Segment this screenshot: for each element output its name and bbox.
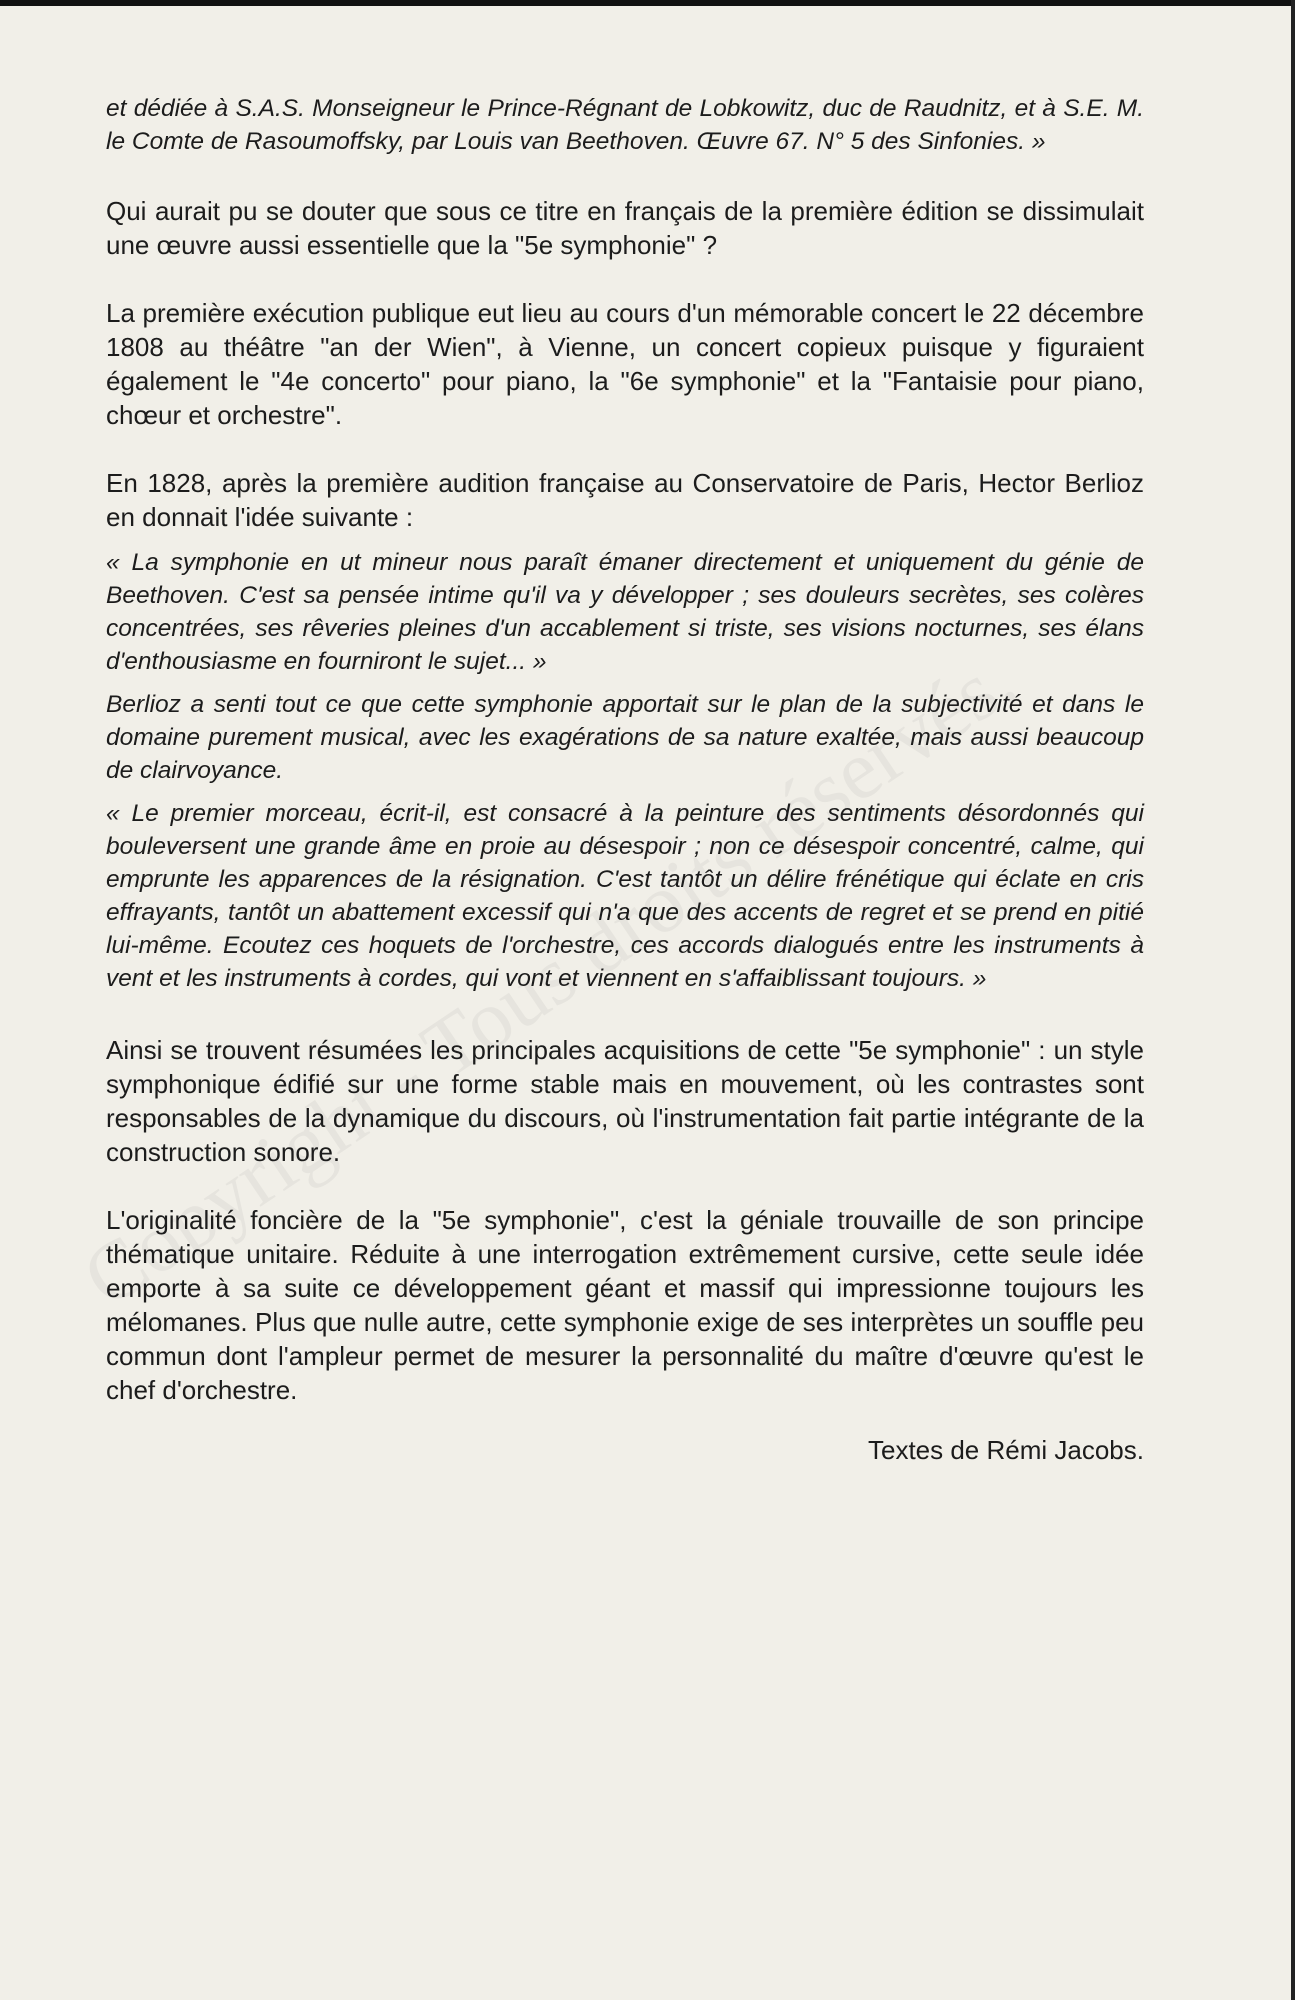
- body-paragraph-title-question: Qui aurait pu se douter que sous ce titre en français de la première édition se dissimulait une œuvre aussi essentielle que la "5e symphonie" ?: [106, 196, 1144, 260]
- commentary-berlioz: Berlioz a senti tout ce que cette symphonie apportait sur le plan de la subjectivité et dans le domaine purement musical, avec les exagérations de sa nature exaltée, mais aussi beaucoup de clairvoyance.: [106, 691, 1144, 784]
- body-paragraph-acquisitions: Ainsi se trouvent résumées les principales acquisitions de cette "5e symphonie" : un style symphonique édifié sur une forme stable mais en mouvement, où les contrastes sont responsables de la dynamique du discours, où l'instrumentation fait partie intégrante de la construction sonore.: [106, 1035, 1144, 1167]
- page-right-edge: [1291, 0, 1295, 2000]
- page-top-edge: [0, 0, 1295, 6]
- body-paragraph-originality: L'originalité foncière de la "5e symphonie", c'est la géniale trouvaille de son principe thématique unitaire. Réduite à une interrogation extrêmement cursive, cette seule idée emporte à sa suite ce développement géant et massif qui impressionne toujours les mélomanes. Plus que nulle autre, cette symphonie exige de ses interprètes un souffle peu commun dont l'ampleur permet de mesurer la personnalité du maître d'œuvre qu'est le chef d'orchestre.: [106, 1205, 1144, 1405]
- body-paragraph-premiere: La première exécution publique eut lieu au cours d'un mémorable concert le 22 décembre 1808 au théâtre "an der Wien", à Vienne, un concert copieux puisque y figuraient également le "4e concerto" pour piano, la "6e symphonie" et la "Fantaisie pour piano, chœur et orchestre".: [106, 298, 1144, 430]
- dedication-paragraph: et dédiée à S.A.S. Monseigneur le Prince-Régnant de Lobkowitz, duc de Raudnitz, et à S.E. M. le Comte de Rasoumoffsky, par Louis van Beethoven. Œuvre 67. N° 5 des Sinfonies. »: [106, 95, 1144, 155]
- quote-berlioz-1: « La symphonie en ut mineur nous paraît émaner directement et uniquement du génie de Beethoven. C'est sa pensée intime qu'il va y développer ; ses douleurs secrètes, ses colères concentrées, ses rêveries pleines d'un accablement si triste, ses visions nocturnes, ses élans d'enthousiasme en fourniront le sujet... »: [106, 549, 1144, 675]
- quote-berlioz-2: « Le premier morceau, écrit-il, est consacré à la peinture des sentiments désordonnés qui bouleversent une grande âme en proie au désespoir ; non ce désespoir concentré, calme, qui emprunte les apparences de la résignation. C'est tantôt un délire frénétique qui éclate en cris effrayants, tantôt un abattement excessif qui n'a que des accents de regret et se prend en pitié lui-même. Ecoutez ces hoquets de l'orchestre, ces accords dialogués entre les instruments à vent et les instruments à cordes, qui vont et viennent en s'affaiblissant toujours. »: [106, 800, 1144, 992]
- document-body: [106, 92, 1144, 1467]
- body-paragraph-berlioz-intro: En 1828, après la première audition française au Conservatoire de Paris, Hector Berlioz en donnait l'idée suivante :: [106, 468, 1144, 532]
- author-signature: Textes de Rémi Jacobs.: [867, 1435, 1144, 1465]
